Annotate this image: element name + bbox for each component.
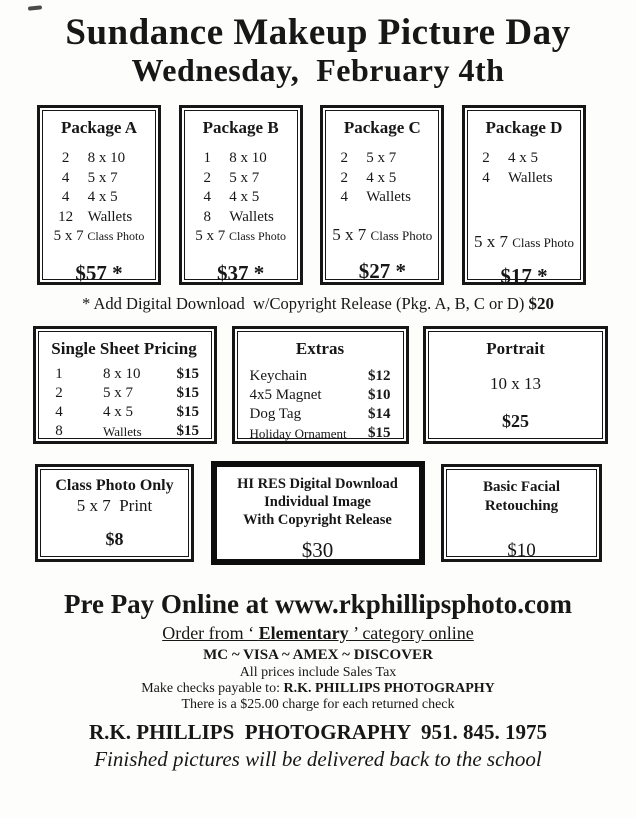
package-d-box <box>462 105 586 288</box>
order-suffix: ’ category online <box>348 623 474 644</box>
retouching-line-2: Retouching <box>484 498 559 515</box>
sheet-qty: 8 <box>55 423 63 440</box>
class-photo-only-size: 5 x 7 Print <box>76 496 153 516</box>
hi-res-line-2: Individual Image <box>264 494 371 511</box>
package-name: Package C <box>343 118 421 138</box>
checks-prefix: Make checks payable to: <box>141 681 284 697</box>
extra-row <box>250 367 391 386</box>
order-prefix: Order from ‘ <box>162 623 259 644</box>
sheet-price: $15 <box>176 385 199 402</box>
retouching-price: $10 <box>507 540 536 562</box>
package-items <box>54 149 145 247</box>
photographer-contact: R.K. PHILLIPS PHOTOGRAPHY 951. 845. 1975 <box>89 719 547 744</box>
page-title: Sundance Makeup Picture Day <box>65 12 571 53</box>
retouching-box <box>441 464 602 562</box>
package-item <box>195 169 286 189</box>
single-sheet-title: Single Sheet Pricing <box>51 339 197 359</box>
item-desc: 8 x 10 <box>229 150 267 167</box>
package-items <box>332 149 432 245</box>
sheet-price: $15 <box>176 366 199 383</box>
portrait-price: $25 <box>502 411 529 432</box>
sheet-price: $15 <box>176 423 199 440</box>
class-photo-line <box>54 227 145 247</box>
sheet-row <box>49 384 199 403</box>
package-items <box>195 149 286 247</box>
single-sheet-pricing-box <box>33 326 217 444</box>
item-desc: 4 x 5 <box>366 169 397 186</box>
package-name: Package D <box>485 118 563 138</box>
extra-price: $15 <box>368 425 391 442</box>
package-item <box>474 149 574 169</box>
prepay-line: Pre Pay Online at www.rkphillipsphoto.com <box>63 589 573 620</box>
event-date: Wednesday, February 4th <box>131 52 505 89</box>
package-b-box <box>179 105 303 285</box>
bottom-row <box>35 461 602 565</box>
package-item <box>195 208 286 228</box>
item-qty: 2 <box>340 150 349 167</box>
packages-row <box>37 105 586 288</box>
item-desc: 4 x 5 <box>87 189 118 206</box>
returned-check-note: There is a $25.00 charge for each returned check <box>181 697 455 713</box>
sheet-row <box>49 422 199 441</box>
class-photo-only-title: Class Photo Only <box>55 477 174 495</box>
note-price: $20 <box>528 294 554 314</box>
class-photo-line <box>195 227 286 247</box>
order-instruction <box>0 623 636 644</box>
class-photo-size: 5 x 7 <box>53 228 84 245</box>
class-photo-only-box <box>35 464 194 562</box>
sheet-desc: 4 x 5 <box>103 404 133 421</box>
package-item <box>54 149 145 169</box>
class-photo-size: 5 x 7 <box>332 224 367 244</box>
portrait-size: 10 x 13 <box>490 374 541 394</box>
package-price: $57 * <box>75 260 123 285</box>
sheet-desc: Wallets <box>103 424 142 440</box>
hi-res-download-box <box>211 461 425 565</box>
package-item <box>332 188 432 208</box>
item-qty: 12 <box>58 208 74 225</box>
checks-payee: R.K. PHILLIPS PHOTOGRAPHY <box>283 681 495 697</box>
checks-payable-line <box>0 681 636 697</box>
item-qty: 2 <box>61 150 70 167</box>
package-price: $37 * <box>217 260 265 285</box>
extra-name: 4x5 Magnet <box>249 387 322 404</box>
item-qty: 4 <box>482 169 490 186</box>
digital-download-note <box>0 294 636 314</box>
package-price: $17 * <box>500 263 548 288</box>
extra-row <box>250 405 391 424</box>
package-item <box>195 149 286 169</box>
sales-tax-note: All prices include Sales Tax <box>239 665 397 681</box>
item-desc: Wallets <box>507 169 553 186</box>
extra-price: $12 <box>368 368 391 385</box>
item-desc: 5 x 7 <box>229 169 260 186</box>
portrait-box <box>423 326 608 444</box>
package-c-box <box>320 105 444 285</box>
extra-price: $14 <box>368 406 391 423</box>
portrait-title: Portrait <box>486 339 545 359</box>
item-qty: 2 <box>203 169 212 186</box>
extra-name: Holiday Ornament <box>249 426 347 442</box>
package-item <box>332 149 432 169</box>
class-photo-size: 5 x 7 <box>195 228 226 245</box>
item-desc: 5 x 7 <box>87 169 118 186</box>
middle-row <box>33 326 608 444</box>
class-photo-only-price: $8 <box>105 529 124 550</box>
item-desc: Wallets <box>87 208 133 225</box>
item-desc: 8 x 10 <box>87 150 126 167</box>
item-qty: 4 <box>61 169 70 186</box>
sheet-row <box>49 403 199 422</box>
package-name: Package A <box>60 118 138 138</box>
extra-name: Dog Tag <box>249 406 302 423</box>
sheet-row <box>49 365 199 384</box>
class-photo-label: Class Photo <box>229 229 287 244</box>
package-name: Package B <box>202 118 279 138</box>
package-item <box>332 169 432 189</box>
sheet-desc: 8 x 10 <box>103 366 141 383</box>
sheet-price: $15 <box>176 404 199 421</box>
package-price: $27 * <box>358 259 406 284</box>
extras-rows <box>250 367 391 443</box>
accepted-cards: MC ~ VISA ~ AMEX ~ DISCOVER <box>203 647 433 663</box>
title-block <box>0 0 636 89</box>
package-item <box>474 169 574 189</box>
hi-res-line-1: HI RES Digital Download <box>237 476 398 493</box>
single-sheet-rows <box>49 365 199 441</box>
package-item <box>195 188 286 208</box>
package-item <box>54 208 145 228</box>
item-qty: 4 <box>61 189 70 206</box>
extra-name: Keychain <box>249 368 307 385</box>
item-qty: 2 <box>340 169 349 186</box>
note-text: * Add Digital Download w/Copyright Release (Pkg. A, B, C or D) <box>82 294 525 314</box>
item-qty: 4 <box>340 189 349 206</box>
package-items <box>474 149 574 253</box>
package-a-box <box>37 105 161 285</box>
class-photo-size: 5 x 7 <box>473 232 508 252</box>
class-photo-label: Class Photo <box>87 229 145 244</box>
item-qty: 8 <box>203 208 212 225</box>
class-photo-label: Class Photo <box>370 227 433 243</box>
extra-row <box>250 386 391 405</box>
package-item <box>54 169 145 189</box>
item-qty: 4 <box>203 189 212 206</box>
item-desc: 4 x 5 <box>507 150 538 167</box>
extra-price: $10 <box>368 387 391 404</box>
class-photo-line <box>474 232 574 253</box>
delivery-note: Finished pictures will be delivered back to the school <box>94 746 542 771</box>
sheet-qty: 4 <box>55 404 63 421</box>
item-qty: 1 <box>203 150 212 167</box>
item-desc: 4 x 5 <box>229 189 260 206</box>
item-desc: Wallets <box>229 208 274 225</box>
retouching-line-1: Basic Facial <box>482 479 561 496</box>
item-desc: Wallets <box>366 189 411 206</box>
extra-row <box>250 424 391 443</box>
sheet-qty: 2 <box>55 385 63 402</box>
hi-res-line-3: With Copyright Release <box>243 512 392 529</box>
sheet-desc: 5 x 7 <box>103 385 133 402</box>
package-item <box>54 188 145 208</box>
sheet-qty: 1 <box>55 366 63 383</box>
class-photo-line <box>332 225 432 246</box>
item-qty: 2 <box>482 150 490 167</box>
class-photo-label: Class Photo <box>512 235 574 251</box>
order-category: Elementary <box>258 623 349 644</box>
footer <box>0 589 636 771</box>
extras-box <box>232 326 409 444</box>
item-desc: 5 x 7 <box>366 150 397 167</box>
hi-res-price: $30 <box>301 538 334 563</box>
extras-title: Extras <box>295 339 345 359</box>
